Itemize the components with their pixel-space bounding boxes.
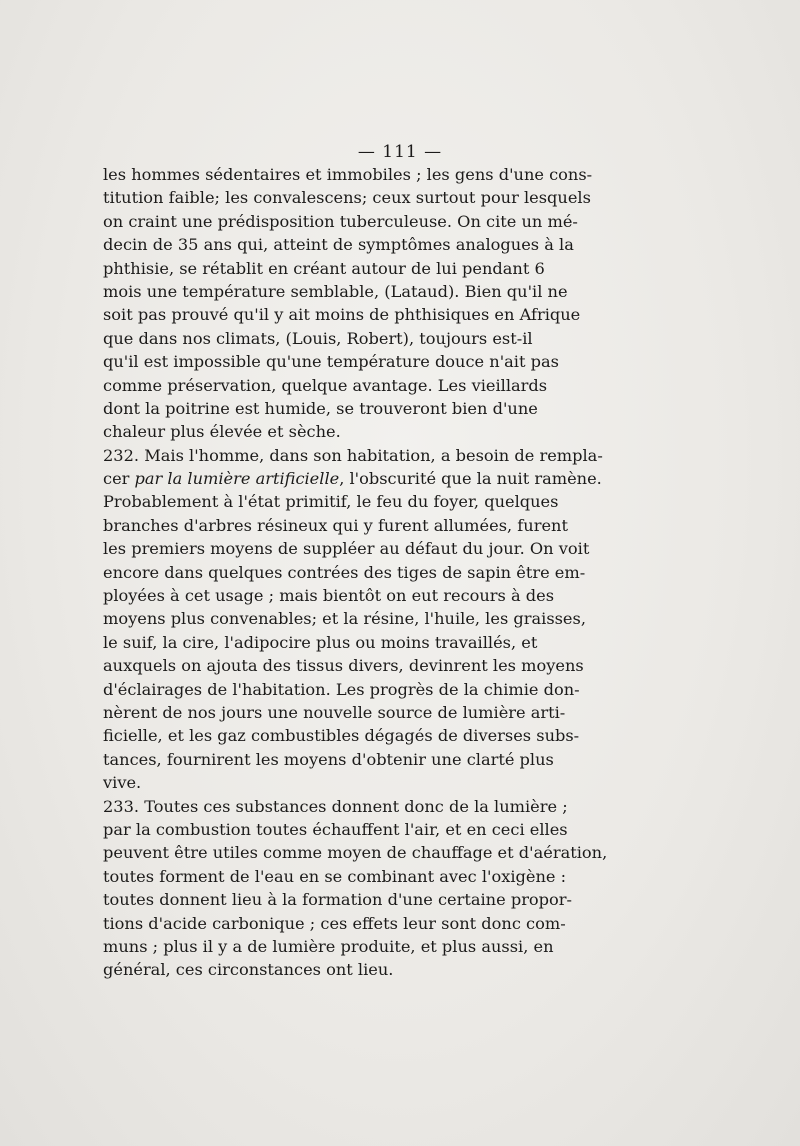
emphasis-text: par la lumière artificielle [134, 469, 340, 489]
text-line: on craint une prédisposition tuberculeuse. On cite un mé- [103, 211, 578, 231]
text-line: muns ; plus il y a de lumière produite, et plus aussi, en [103, 936, 554, 956]
text-line: qu'il est impossible qu'une température douce n'ait pas [103, 352, 559, 372]
text-line: général, ces circonstances ont lieu. [103, 960, 394, 980]
text-line: les premiers moyens de suppléer au défaut du jour. On voit [103, 539, 590, 559]
text-line: toutes donnent lieu à la formation d'une certaine propor- [103, 890, 572, 910]
text-line: chaleur plus élevée et sèche. [103, 422, 341, 442]
text-line: comme préservation, quelque avantage. Les vieillards [103, 375, 548, 395]
text-line: toutes forment de l'eau en se combinant avec l'oxigène : [103, 866, 567, 886]
text-line: ployées à cet usage ; mais bientôt on eut recours à des [103, 586, 555, 606]
text-line: nèrent de nos jours une nouvelle source de lumière arti- [103, 702, 566, 722]
text-line: les hommes sédentaires et immobiles ; les gens d'une cons- [103, 165, 593, 184]
text-line: 232. Mais l'homme, dans son habitation, a besoin de rempla- [103, 445, 603, 465]
body-text [103, 163, 608, 982]
text-line: dont la poitrine est humide, se trouveront bien d'une [103, 398, 538, 418]
text-line: phthisie, se rétablit en créant autour de lui pendant 6 [103, 258, 545, 278]
text-line: 233. Toutes ces substances donnent donc de la lumière ; [103, 796, 568, 816]
text-segment: cer [103, 469, 135, 489]
text-line: mois une température semblable, (Lataud). Bien qu'il ne [103, 281, 568, 301]
text-line: d'éclairages de l'habitation. Les progrès de la chimie don- [103, 679, 580, 699]
text-line: tances, fournirent les moyens d'obtenir une clarté plus [103, 749, 554, 769]
text-line: le suif, la cire, l'adipocire plus ou moins travaillés, et [103, 632, 538, 652]
text-line: auxquels on ajouta des tissus divers, devinrent les moyens [103, 656, 584, 676]
text-line: titution faible; les convalescens; ceux surtout pour lesquels [103, 188, 591, 208]
text-line [103, 467, 602, 490]
text-line: que dans nos climats, (Louis, Robert), toujours est-il [103, 328, 533, 348]
text-line: vive. [103, 773, 142, 793]
text-line: encore dans quelques contrées des tiges de sapin être em- [103, 562, 586, 582]
text-line: branches d'arbres résineux qui y furent allumées, furent [103, 515, 568, 535]
page-number: — 111 — [357, 142, 443, 162]
text-line: Probablement à l'état primitif, le feu du foyer, quelques [103, 492, 559, 512]
text-line: moyens plus convenables; et la résine, l'huile, les graisses, [103, 609, 586, 629]
text-line: ficielle, et les gaz combustibles dégagés de diverses subs- [103, 726, 580, 746]
text-line: soit pas prouvé qu'il y ait moins de phthisiques en Afrique [103, 305, 581, 325]
text-line: peuvent être utiles comme moyen de chauffage et d'aération, [103, 843, 608, 863]
text-line: par la combustion toutes échauffent l'air, et en ceci elles [103, 819, 568, 839]
text-line: tions d'acide carbonique ; ces effets leur sont donc com- [103, 913, 566, 933]
text-line: decin de 35 ans qui, atteint de symptômes analogues à la [103, 235, 574, 255]
text-segment: , l'obscurité que la nuit ramène. [339, 469, 602, 489]
